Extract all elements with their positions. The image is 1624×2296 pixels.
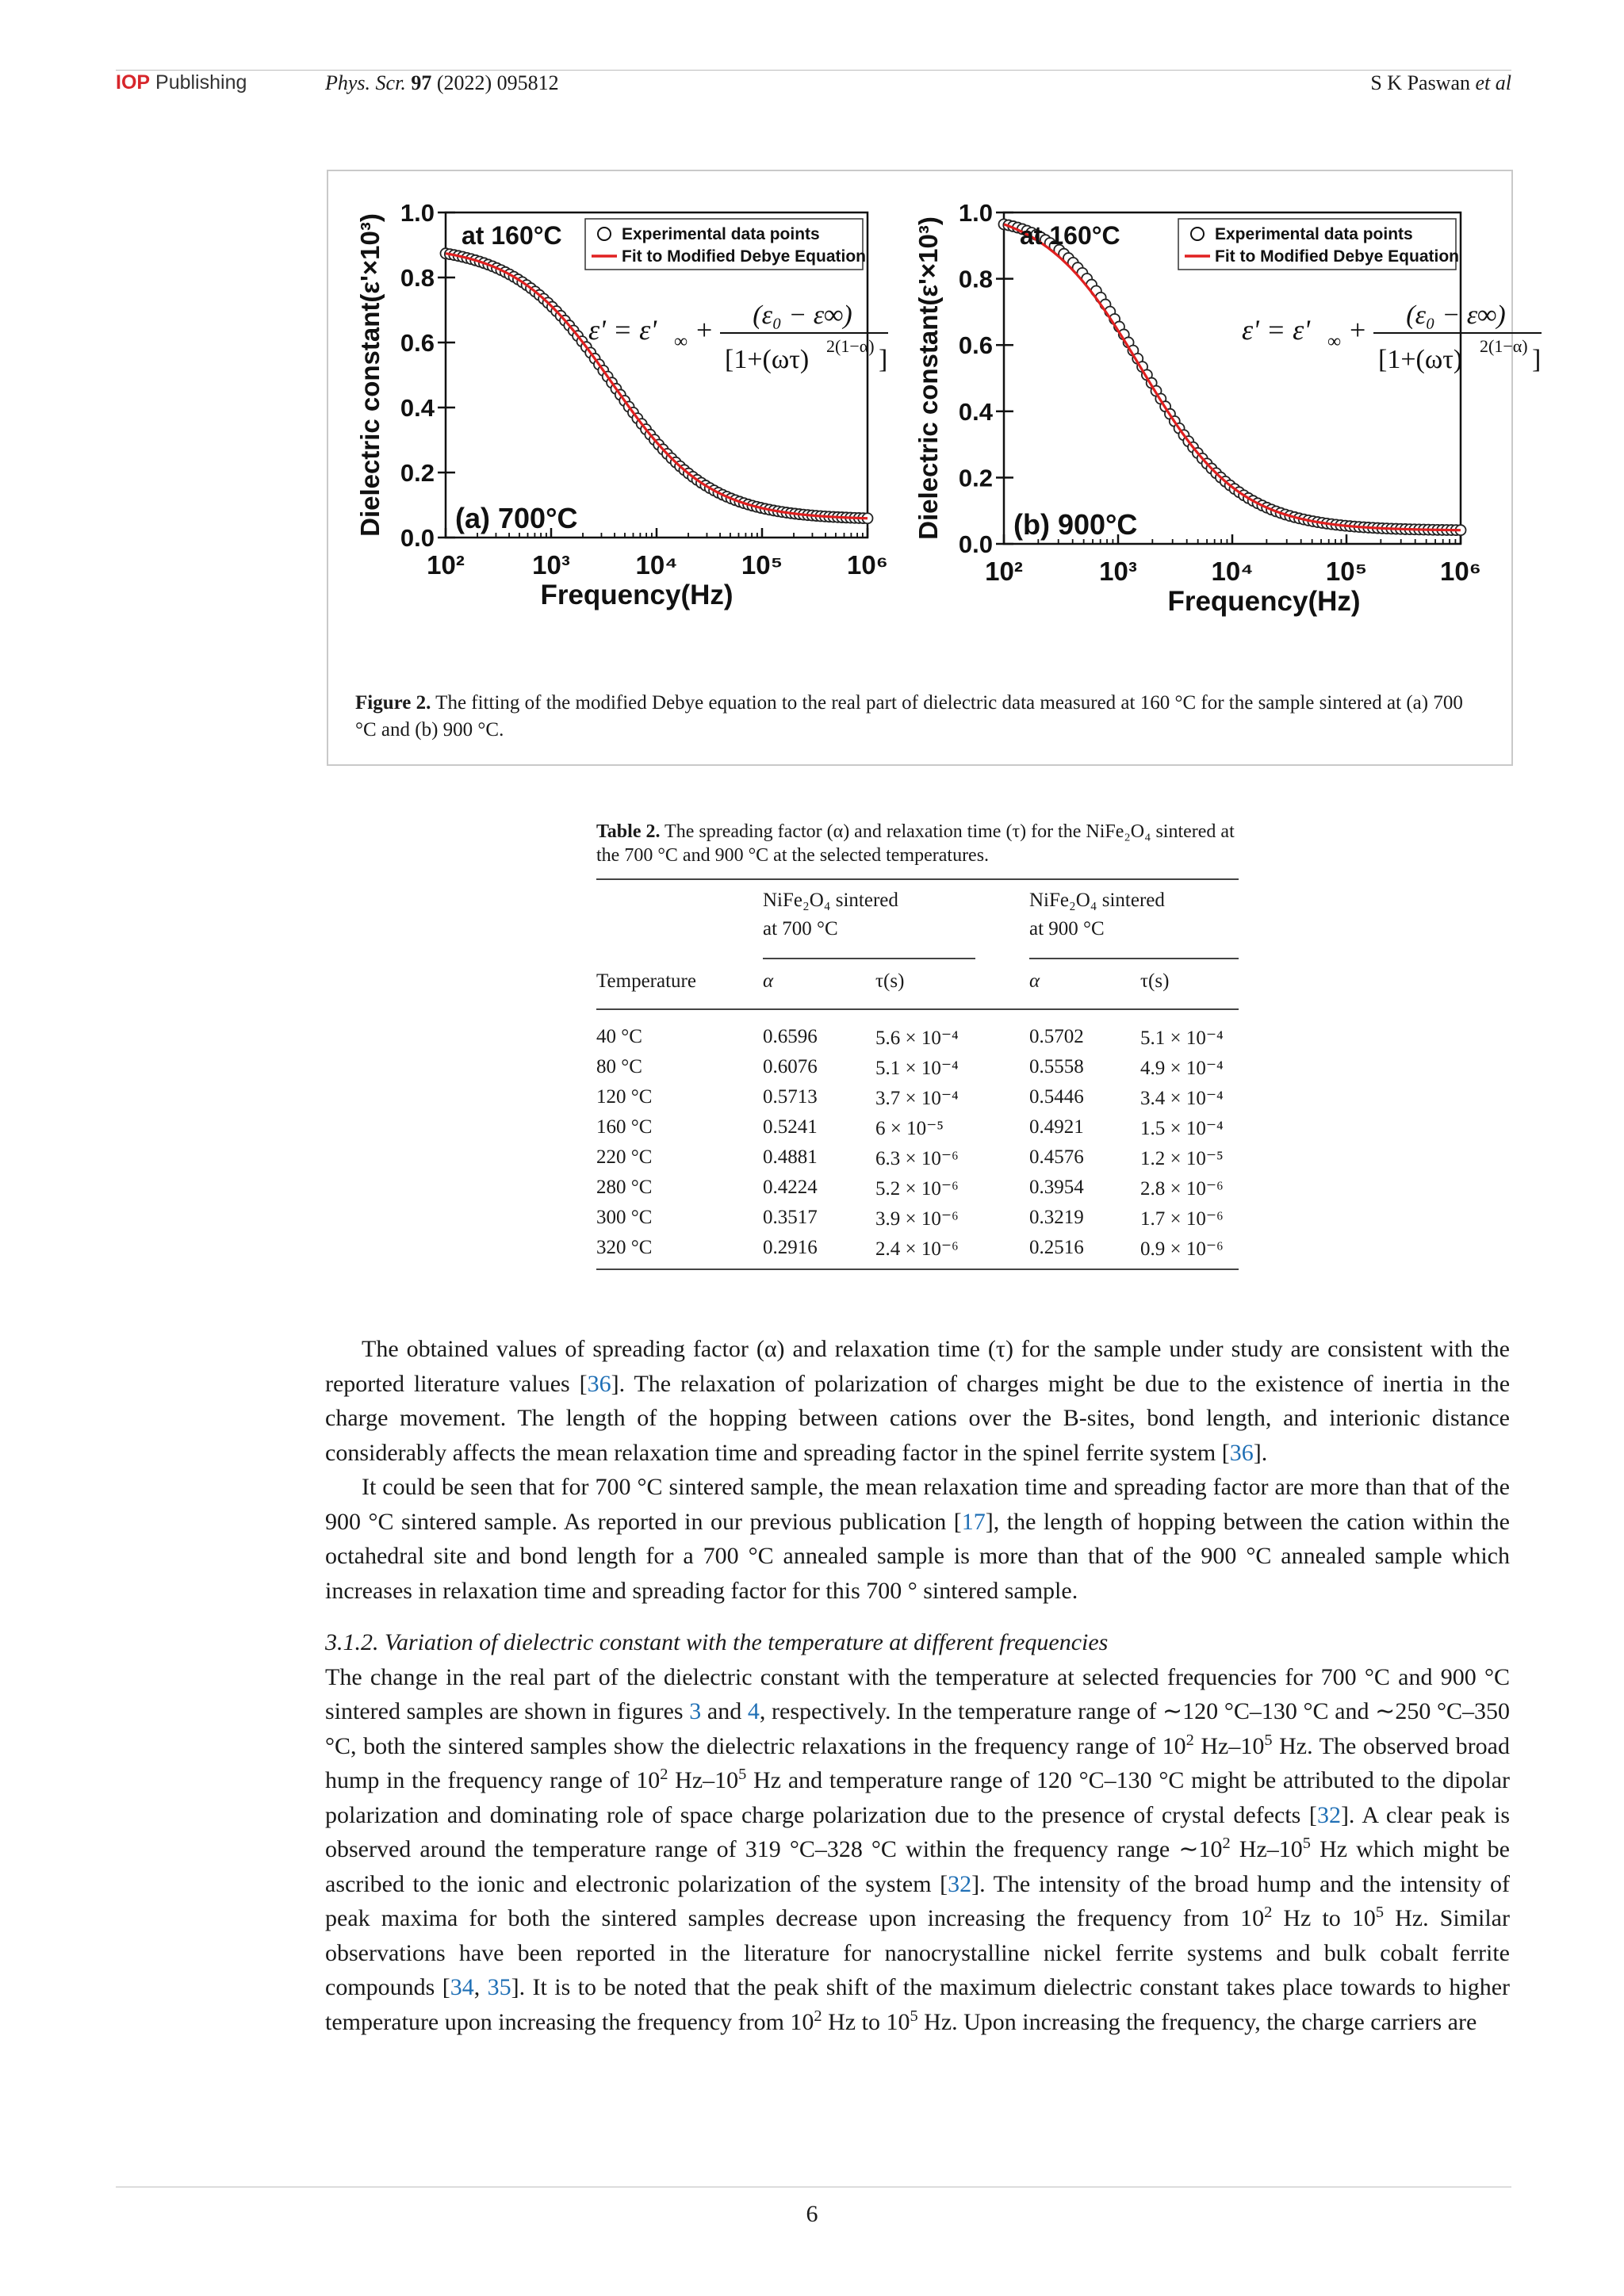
- table-cell-t900: 1.2 × 10⁻⁵: [1140, 1148, 1224, 1169]
- table-cell-t900: 1.7 × 10⁻⁶: [1140, 1208, 1224, 1230]
- text-run: Hz. Similar observations have been reported in the literature for nanocrystalline nickel ferrite systems and bulk cobalt ferrite compounds [: [325, 1905, 1510, 2000]
- table-cell-a900: 0.5558: [1029, 1056, 1084, 1077]
- table-cell-a900: 0.2516: [1029, 1237, 1084, 1258]
- table-col-tau-900: τ(s): [1140, 970, 1170, 992]
- x-tick-label: 10⁶: [847, 550, 888, 580]
- table-cell-a900: 0.5446: [1029, 1086, 1084, 1108]
- citation-link[interactable]: 36: [1229, 1439, 1254, 1466]
- table-cell-temp: 280 °C: [596, 1177, 653, 1198]
- table-top-rule: [596, 878, 1239, 880]
- y-tick-label: 1.0: [958, 199, 993, 227]
- figure-2-charts: [328, 171, 1542, 679]
- temperature-label: at 160°C: [1020, 221, 1120, 250]
- table-cell-a700: 0.5241: [763, 1116, 818, 1138]
- citation-link[interactable]: 32: [948, 1870, 972, 1897]
- table-bottom-rule: [596, 1269, 1239, 1270]
- superscript: 5: [1264, 1731, 1273, 1749]
- equation-close-bracket: ]: [879, 345, 888, 374]
- x-tick-label: 10³: [532, 550, 570, 580]
- text-run: ], the length of hopping between the cation within the octahedral site and bond length for a 700 °C annealed sample is more than that of the 900 °C annealed sample which increases in relaxation time and spreading factor for this 700 ° sintered sample.: [325, 1508, 1511, 1604]
- table-cell-a700: 0.5713: [763, 1086, 818, 1108]
- table-cell-temp: 120 °C: [596, 1086, 653, 1108]
- authors-main: S K Paswan: [1370, 71, 1476, 94]
- table-cell-t700: 6 × 10⁻⁵: [875, 1118, 944, 1139]
- table-cell-t900: 5.1 × 10⁻⁴: [1140, 1027, 1224, 1049]
- table-cell-a900: 0.4576: [1029, 1146, 1084, 1168]
- x-tick-label: 10⁵: [741, 550, 783, 580]
- running-header: [116, 67, 1511, 98]
- table-cell-a700: 0.4224: [763, 1177, 818, 1198]
- table-cell-temp: 320 °C: [596, 1237, 653, 1258]
- header-rule: [116, 70, 1511, 71]
- table-cell-t900: 0.9 × 10⁻⁶: [1140, 1238, 1224, 1260]
- equation-exponent: 2(1−α): [826, 336, 875, 356]
- x-axis-label: Frequency(Hz): [1167, 586, 1361, 617]
- equation-denominator: [1+(ωτ): [725, 345, 810, 374]
- table-cell-a900: 0.3219: [1029, 1207, 1084, 1228]
- table-cell-a700: 0.3517: [763, 1207, 818, 1228]
- paragraph-1: [325, 1332, 1510, 1470]
- text-run: ]. It is to be noted that the peak shift of the maximum dielectric constant takes place towards to higher temperature upon increasing the frequency from 10: [325, 1974, 1510, 2035]
- x-tick-label: 10³: [1099, 557, 1137, 586]
- superscript: 5: [910, 2007, 918, 2025]
- table-col-tau-700: τ(s): [875, 970, 905, 992]
- figure-caption-label: Figure 2.: [355, 692, 431, 714]
- text-run: It could be seen that for 700 °C sintered sample, the mean relaxation time and spreading factor are more than that of the 900 °C sintered sample. As reported in our previous publication [: [325, 1474, 1510, 1535]
- y-tick-label: 0.8: [400, 264, 435, 292]
- y-tick-label: 0.6: [958, 331, 993, 360]
- publisher-logo: [116, 71, 247, 94]
- text-run: ]. The intensity of the broad hump and the intensity of peak maxima for both the sintered samples decrease upon increasing the frequency from 10: [325, 1870, 1510, 1931]
- x-tick-label: 10²: [427, 550, 465, 580]
- table-caption-text: The spreading factor (α) and relaxation time (τ) for the NiFe₂O₄ sintered at the 700 °C and 900 °C at the selected temperatures.: [596, 821, 1235, 866]
- table-cell-a700: 0.4881: [763, 1146, 818, 1168]
- text-run: The obtained values of spreading factor (α) and relaxation time (τ) for the sample under study are consistent with the reported literature values [: [325, 1336, 1510, 1397]
- y-axis-label: Dielectric constant(ε'×10³): [914, 216, 943, 540]
- legend-marker-points: [1191, 228, 1204, 240]
- legend-label-fit: Fit to Modified Debye Equation: [1215, 247, 1459, 266]
- text-run: Hz which might be ascribed to the ionic and electronic polarization of the system [: [325, 1836, 1510, 1897]
- superscript: 2: [814, 2007, 822, 2025]
- table-cell-t700: 5.2 × 10⁻⁶: [875, 1178, 959, 1200]
- table-cell-a700: 0.6076: [763, 1056, 818, 1077]
- legend-label-points: Experimental data points: [622, 225, 820, 243]
- x-axis-label: Frequency(Hz): [540, 580, 733, 610]
- temperature-label: at 160°C: [462, 221, 562, 250]
- text-run: Hz to 10: [822, 2008, 910, 2035]
- subsection-heading: 3.1.2. Variation of dielectric constant with the temperature at different frequencies: [325, 1629, 1109, 1655]
- y-tick-label: 1.0: [400, 199, 435, 227]
- fit-curve: [446, 254, 868, 519]
- text-run: and: [701, 1698, 748, 1724]
- superscript: 5: [738, 1766, 747, 1783]
- table-cell-t700: 2.4 × 10⁻⁶: [875, 1238, 959, 1260]
- table-col-alpha-900: α: [1029, 970, 1040, 992]
- text-run: Hz–10: [1193, 1732, 1265, 1759]
- equation-figure: [1242, 300, 1542, 374]
- y-tick-label: 0.2: [400, 459, 435, 487]
- running-authors: [1370, 71, 1511, 95]
- text-run: The change in the real part of the dielectric constant with the temperature at selected frequencies for 700 °C and 900 °C sintered samples are shown in figures: [325, 1663, 1510, 1724]
- citation-link[interactable]: 17: [961, 1508, 986, 1535]
- y-tick-label: 0.2: [958, 464, 993, 492]
- journal-volume: 97: [411, 71, 432, 94]
- table-group-700-rule: [763, 958, 975, 959]
- authors-etal: et al: [1475, 71, 1511, 94]
- equation-exponent: 2(1−α): [1480, 336, 1528, 356]
- equation-plus: +: [696, 314, 713, 346]
- panel-label: (a) 700°C: [455, 502, 578, 534]
- superscript: 2: [1222, 1835, 1231, 1852]
- text-run: ]. A clear peak is observed around the temperature range of 319 °C–328 °C within the frequency range ∼10: [325, 1801, 1510, 1862]
- citation-link[interactable]: 35: [487, 1974, 511, 2000]
- x-tick-label: 10⁶: [1440, 557, 1481, 586]
- y-tick-label: 0.8: [958, 265, 993, 293]
- paragraph-3: [325, 1660, 1510, 2040]
- x-tick-label: 10⁴: [1211, 557, 1254, 586]
- table-group-700-line1: NiFe₂O₄ sintered: [763, 890, 898, 911]
- table-col-temperature: Temperature: [596, 970, 696, 992]
- superscript: 2: [660, 1766, 668, 1783]
- panel-label: (b) 900°C: [1013, 508, 1138, 541]
- table-cell-t700: 6.3 × 10⁻⁶: [875, 1148, 959, 1169]
- table-cell-a900: 0.4921: [1029, 1116, 1084, 1138]
- text-run: Hz and temperature range of 120 °C–130 °C might be attributed to the dipolar polarization and dominating role of space charge polarization due to the presence of crystal defects [: [325, 1767, 1511, 1828]
- text-run: Hz. The observed broad hump in the frequency range of 10: [325, 1732, 1510, 1793]
- y-tick-label: 0.0: [958, 530, 993, 558]
- table-cell-a700: 0.6596: [763, 1026, 818, 1047]
- citation-link[interactable]: 36: [587, 1370, 611, 1397]
- superscript: 2: [1185, 1731, 1194, 1749]
- equation-inf-sub: ∞: [1327, 331, 1342, 352]
- table-header-rule: [596, 1008, 1239, 1010]
- legend-label-points: Experimental data points: [1215, 225, 1413, 243]
- y-tick-label: 0.0: [400, 524, 435, 552]
- table-cell-a700: 0.2916: [763, 1237, 818, 1258]
- x-tick-label: 10⁵: [1325, 557, 1368, 586]
- table-cell-t900: 1.5 × 10⁻⁴: [1140, 1118, 1224, 1139]
- figure-2: [327, 170, 1542, 766]
- table-group-700-line2: at 700 °C: [763, 918, 838, 939]
- x-tick-label: 10²: [985, 557, 1023, 586]
- page-number: 6: [806, 2201, 818, 2227]
- equation-numerator: (ε₀ − ε∞): [1406, 300, 1506, 330]
- table-group-900-line1: NiFe₂O₄ sintered: [1029, 890, 1165, 911]
- text-run: Hz–10: [1230, 1836, 1303, 1862]
- table-cell-t700: 5.1 × 10⁻⁴: [875, 1058, 959, 1079]
- body-text: [325, 1332, 1510, 2039]
- table-cell-t900: 4.9 × 10⁻⁴: [1140, 1058, 1224, 1079]
- equation-inf-sub: ∞: [674, 331, 688, 352]
- journal-year-article: (2022) 095812: [431, 71, 559, 94]
- chart-panel-b: [914, 199, 1542, 617]
- figure-caption: [355, 690, 1481, 744]
- table-cell-temp: 40 °C: [596, 1026, 642, 1047]
- equation-numerator: (ε₀ − ε∞): [753, 300, 852, 330]
- x-tick-label: 10⁴: [635, 550, 678, 580]
- text-run: Hz–10: [668, 1767, 739, 1793]
- citation-link[interactable]: 32: [1316, 1801, 1341, 1828]
- table-cell-temp: 80 °C: [596, 1056, 642, 1077]
- y-tick-label: 0.4: [400, 394, 435, 422]
- table-cell-temp: 220 °C: [596, 1146, 653, 1168]
- equation-plus: +: [1350, 314, 1366, 346]
- table-col-alpha-700: α: [763, 970, 774, 992]
- table-group-900-rule: [1029, 958, 1239, 959]
- paragraph-2: [325, 1470, 1510, 1608]
- citation-link[interactable]: 34: [450, 1974, 474, 2000]
- table-cell-temp: 300 °C: [596, 1207, 653, 1228]
- citation-link[interactable]: 3: [689, 1698, 702, 1724]
- table-cell-t700: 3.7 × 10⁻⁴: [875, 1088, 959, 1109]
- legend-marker-points: [598, 228, 611, 240]
- text-run: , respectively. In the temperature range of ∼120 °C–130 °C and ∼250 °C–350 °C, both the sintered samples show the dielectric relaxations in the frequency range of 10: [325, 1698, 1510, 1759]
- figure-caption-text: The fitting of the modified Debye equation to the real part of dielectric data measured at 160 °C for the sample sintered at (a) 700 °C and (b) 900 °C.: [355, 692, 1463, 740]
- text-run: Hz. Upon increasing the frequency, the charge carriers are: [917, 2008, 1477, 2035]
- legend-label-fit: Fit to Modified Debye Equation: [622, 247, 866, 266]
- equation-denominator: [1+(ωτ): [1378, 345, 1463, 374]
- table-cell-t900: 2.8 × 10⁻⁶: [1140, 1178, 1224, 1200]
- equation-close-bracket: ]: [1532, 345, 1542, 374]
- chart-panel-a: [355, 199, 888, 610]
- text-run: ]. The relaxation of polarization of charges might be due to the existence of inertia in the charge movement. The length of the hopping between cations over the B-sites, bond length, and interionic distance considerably affects the mean relaxation time and spreading factor in the spinel ferrite system [: [325, 1370, 1511, 1466]
- table-cell-a900: 0.3954: [1029, 1177, 1084, 1198]
- table-caption-label: Table 2.: [596, 821, 661, 842]
- y-tick-label: 0.6: [400, 329, 435, 357]
- text-run: ].: [1253, 1439, 1268, 1466]
- publisher-brand: IOP: [116, 71, 151, 94]
- table-group-900-line2: at 900 °C: [1029, 918, 1105, 939]
- equation-lhs: ε' = ε': [588, 314, 657, 346]
- y-axis-label: Dielectric constant(ε'×10³): [355, 213, 385, 537]
- superscript: 5: [1302, 1835, 1311, 1852]
- y-tick-label: 0.4: [958, 397, 993, 426]
- table-cell-a900: 0.5702: [1029, 1026, 1084, 1047]
- text-run: Hz to 10: [1272, 1905, 1376, 1931]
- table-cell-t900: 3.4 × 10⁻⁴: [1140, 1088, 1224, 1109]
- equation-lhs: ε' = ε': [1242, 314, 1311, 346]
- journal-abbrev: Phys. Scr.: [325, 71, 406, 94]
- table-cell-t700: 5.6 × 10⁻⁴: [875, 1027, 959, 1049]
- table-caption: [596, 820, 1239, 867]
- superscript: 2: [1264, 1904, 1273, 1921]
- table-cell-temp: 160 °C: [596, 1116, 653, 1138]
- publisher-name: Publishing: [150, 71, 247, 94]
- text-run: ,: [473, 1974, 488, 2000]
- table-cell-t700: 3.9 × 10⁻⁶: [875, 1208, 959, 1230]
- superscript: 5: [1375, 1904, 1385, 1921]
- equation-figure: [588, 300, 888, 374]
- citation-link[interactable]: 4: [747, 1698, 760, 1724]
- journal-citation: [325, 71, 559, 95]
